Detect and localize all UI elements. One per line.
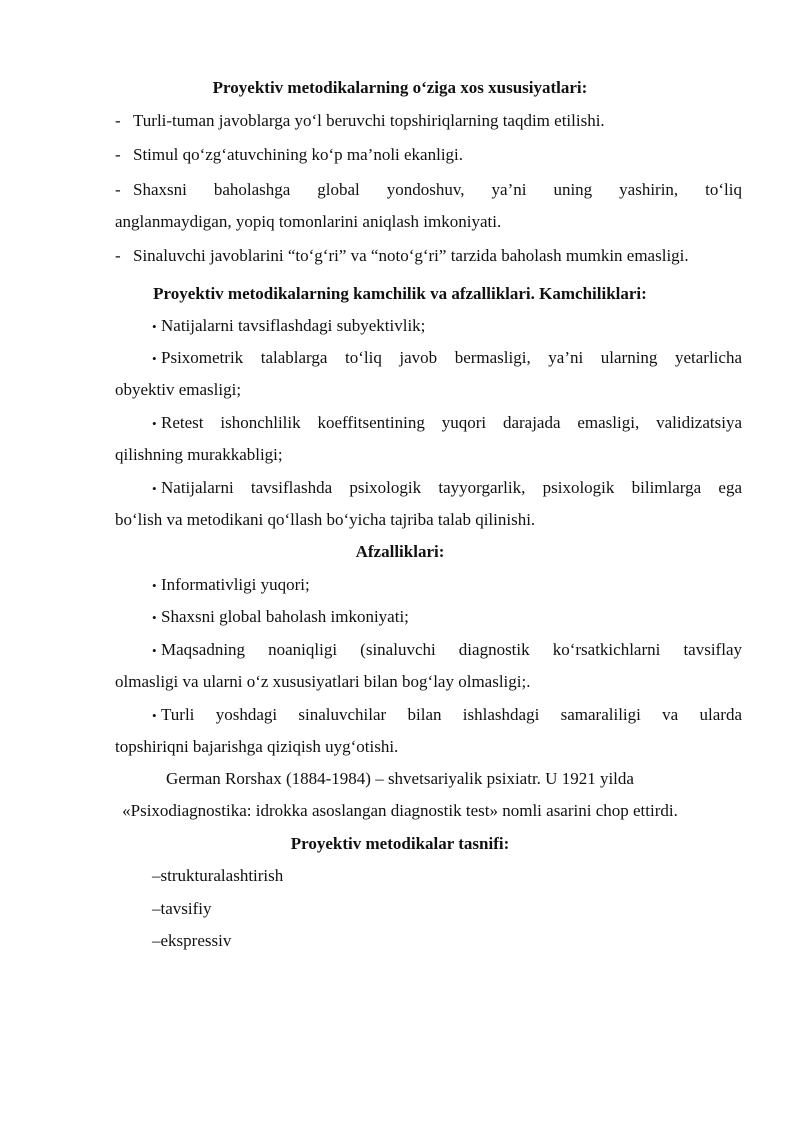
- advantage-item-2: [152, 606, 409, 629]
- bullet-marker: •: [152, 578, 157, 593]
- bullet-marker: •: [152, 481, 157, 496]
- advantage-item-4-text-line1: Turli yoshdagi sinaluvchilar bilan ishlashdagi samaraliligi va ularda: [161, 705, 742, 724]
- disadvantage-item-4: [152, 477, 742, 500]
- bullet-marker: •: [152, 319, 157, 334]
- advantage-item-4: [152, 704, 742, 727]
- feature-item-3-text-line2: anglanmaydigan, yopiq tomonlarini aniqlash imkoniyati.: [115, 212, 502, 231]
- heading-classification: Proyektiv metodikalar tasnifi:: [290, 834, 510, 853]
- rorschach-line-1: German Rorshax (1884-1984) – shvetsariyalik psixiatr. U 1921 yilda: [166, 769, 634, 788]
- feature-item-2: [115, 144, 463, 166]
- heading-advantages: Afzalliklari:: [355, 542, 445, 561]
- classification-item-3: –ekspressiv: [152, 931, 232, 950]
- feature-item-3-text-line1: Shaxsni baholashga global yondoshuv, ya’ni uning yashirin, to‘liq: [133, 180, 742, 199]
- heading-pros-cons: Proyektiv metodikalarning kamchilik va afzalliklari. Kamchiliklari:: [153, 284, 647, 303]
- feature-item-4-text: Sinaluvchi javoblarini “to‘g‘ri” va “noto‘g‘ri” tarzida baholash mumkin emasligi.: [133, 246, 689, 265]
- disadvantage-item-1: [152, 315, 425, 338]
- disadvantage-item-3: [152, 412, 742, 435]
- disadvantage-item-3-text-line1: Retest ishonchlilik koeffitsentining yuqori darajada emasligi, validizatsiya: [161, 413, 742, 432]
- bullet-marker: •: [152, 416, 157, 431]
- bullet-marker: •: [152, 610, 157, 625]
- disadvantage-item-4-text-line1: Natijalarni tavsiflashda psixologik tayyorgarlik, psixologik bilimlarga ega: [161, 478, 742, 497]
- advantage-item-4-text-line2: topshiriqni bajarishga qiziqish uyg‘otishi.: [115, 737, 399, 756]
- dash-marker: -: [115, 246, 121, 265]
- feature-item-2-text: Stimul qo‘zg‘atuvchining ko‘p ma’noli ekanligi.: [133, 145, 464, 164]
- feature-item-4: [115, 245, 689, 267]
- classification-item-2: –tavsifiy: [152, 899, 212, 918]
- disadvantage-item-2-text-line1: Psixometrik talablarga to‘liq javob bermasligi, ya’ni ularning yetarlicha: [161, 348, 742, 367]
- bullet-marker: •: [152, 708, 157, 723]
- disadvantage-item-4-text-line2: bo‘lish va metodikani qo‘llash bo‘yicha tajriba talab qilinishi.: [115, 510, 536, 529]
- rorschach-line-2: «Psixodiagnostika: idrokka asoslangan diagnostik test» nomli asarini chop ettirdi.: [122, 801, 678, 820]
- dash-marker: -: [115, 111, 121, 130]
- feature-item-1-text: Turli-tuman javoblarga yo‘l beruvchi topshiriqlarning taqdim etilishi.: [133, 111, 605, 130]
- feature-item-1: [115, 110, 605, 132]
- dash-marker: -: [115, 180, 121, 199]
- dash-marker: -: [115, 145, 121, 164]
- disadvantage-item-1-text: Natijalarni tavsiflashdagi subyektivlik;: [161, 316, 426, 335]
- advantage-item-1-text: Informativligi yuqori;: [161, 575, 310, 594]
- advantage-item-3-text-line2: olmasligi va ularni o‘z xususiyatlari bilan bog‘lay olmasligi;.: [115, 672, 531, 691]
- disadvantage-item-2-text-line2: obyektiv emasligi;: [115, 380, 242, 399]
- advantage-item-3: [152, 639, 742, 662]
- bullet-marker: •: [152, 351, 157, 366]
- bullet-marker: •: [152, 643, 157, 658]
- feature-item-3: [115, 179, 742, 201]
- classification-item-1: –strukturalashtirish: [152, 866, 284, 885]
- disadvantage-item-3-text-line2: qilishning murakkabligi;: [115, 445, 283, 464]
- heading-features: Proyektiv metodikalarning o‘ziga xos xususiyatlari:: [212, 78, 588, 97]
- advantage-item-1: [152, 574, 310, 597]
- disadvantage-item-2: [152, 347, 742, 370]
- advantage-item-3-text-line1: Maqsadning noaniqligi (sinaluvchi diagnostik ko‘rsatkichlarni tavsiflay: [161, 640, 742, 659]
- advantage-item-2-text: Shaxsni global baholash imkoniyati;: [161, 607, 409, 626]
